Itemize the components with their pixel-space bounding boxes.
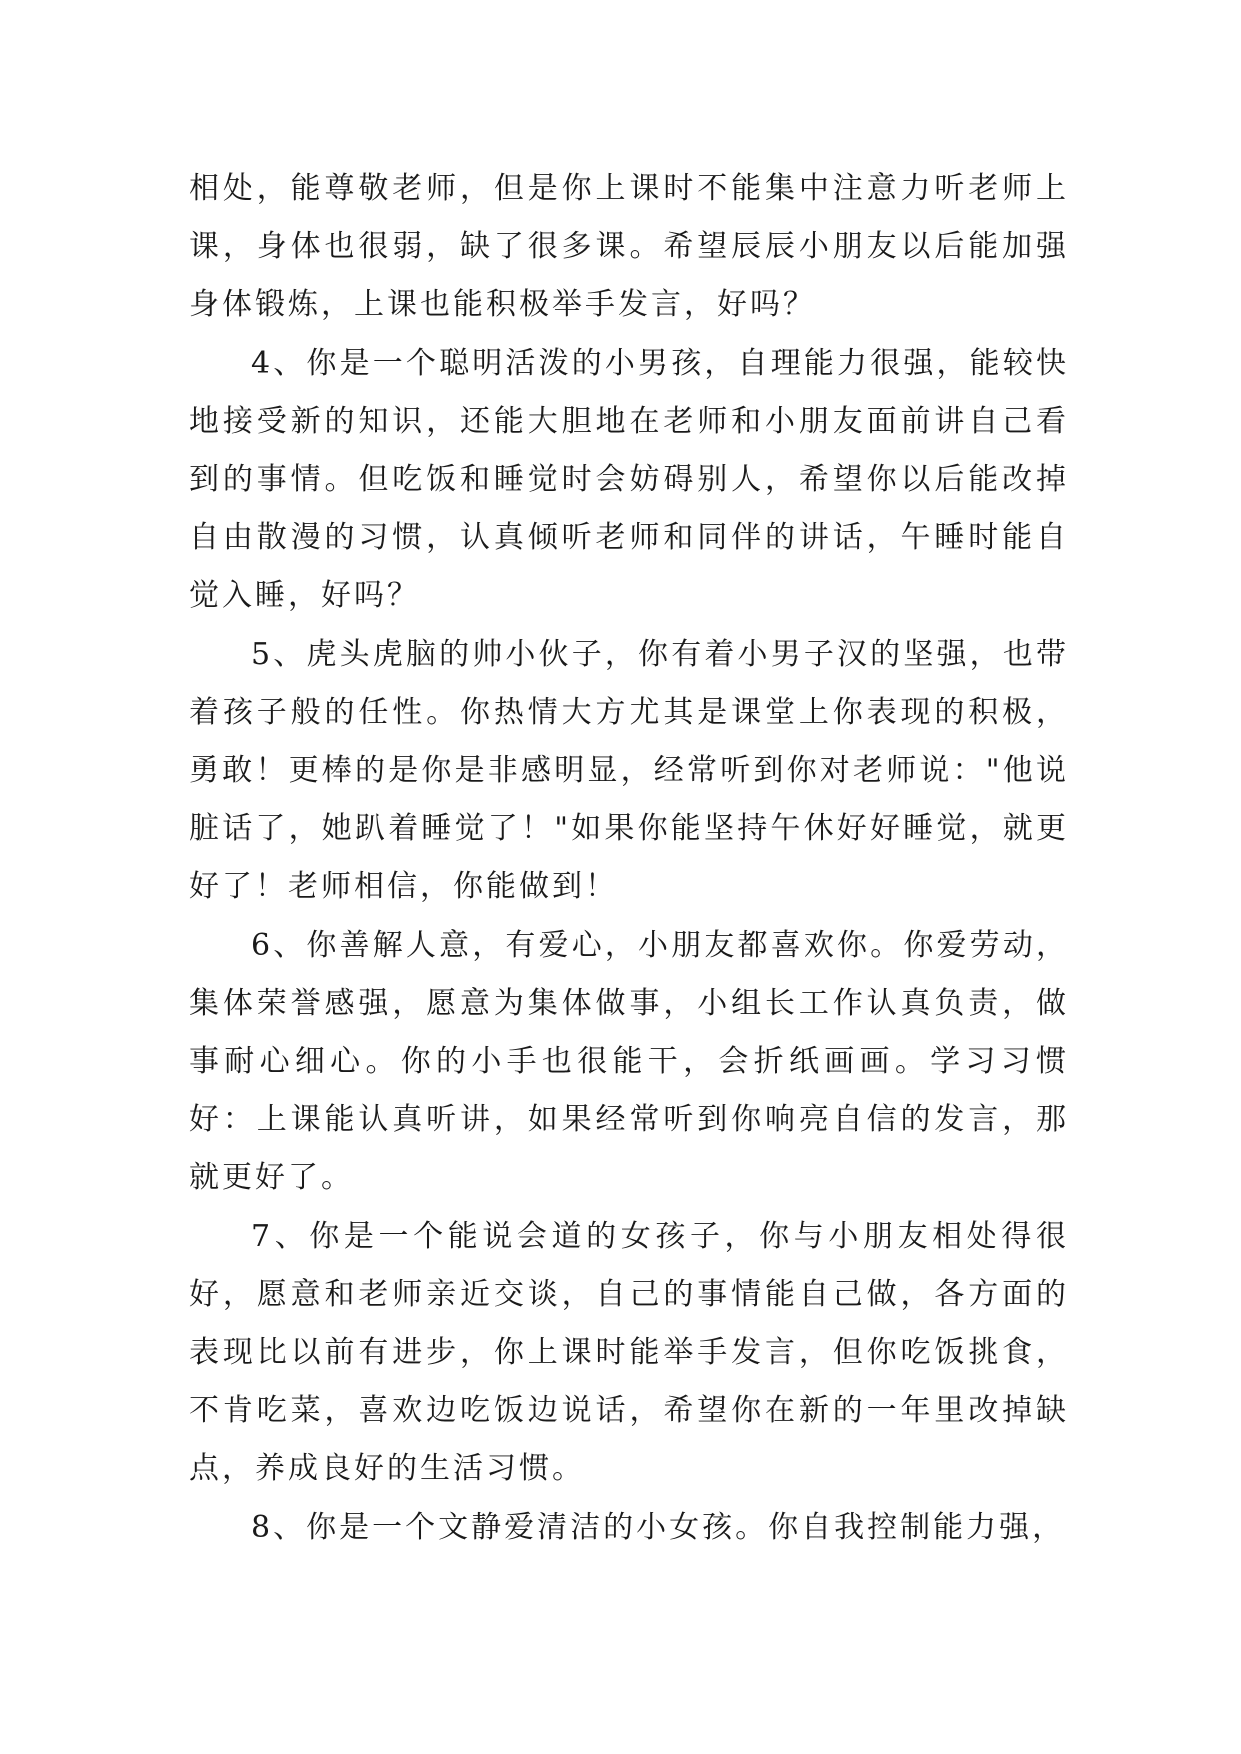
paragraph-item-6: 6、你善解人意，有爱心，小朋友都喜欢你。你爱劳动，集体荣誉感强，愿意为集体做事，小组长工作认真负责，做事耐心细心。你的小手也很能干，会折纸画画。学习习惯好：上课能认真听讲，如果经常听到你响亮自信的发言，那就更好了。 (189, 927, 1069, 1196)
paragraph-continuation: 相处，能尊敬老师，但是你上课时不能集中注意力听老师上课，身体也很弱，缺了很多课。希望辰辰小朋友以后能加强身体锻炼，上课也能积极举手发言，好吗？ (189, 171, 1069, 323)
document-body (189, 160, 1069, 1557)
paragraph-item-8: 8、你是一个文静爱清洁的小女孩。你自我控制能力强， (251, 1509, 1066, 1545)
paragraph-item-5: 5、虎头虎脑的帅小伙子，你有着小男子汉的坚强，也带着孩子般的任性。你热情大方尤其是课堂上你表现的积极，勇敢！更棒的是你是非感明显，经常听到你对老师说："他说脏话了，她趴着睡觉了！"如果你能坚持午休好好睡觉，就更好了！老师相信，你能做到！ (189, 636, 1069, 905)
paragraph-item-7: 7、你是一个能说会道的女孩子，你与小朋友相处得很好，愿意和老师亲近交谈，自己的事情能自己做，各方面的表现比以前有进步，你上课时能举手发言，但你吃饭挑食，不肯吃菜，喜欢边吃饭边说话，希望你在新的一年里改掉缺点，养成良好的生活习惯。 (189, 1218, 1069, 1487)
paragraph-item-4: 4、你是一个聪明活泼的小男孩，自理能力很强，能较快地接受新的知识，还能大胆地在老师和小朋友面前讲自己看到的事情。但吃饭和睡觉时会妨碍别人，希望你以后能改掉自由散漫的习惯，认真倾听老师和同伴的讲话，午睡时能自觉入睡，好吗？ (189, 345, 1069, 614)
